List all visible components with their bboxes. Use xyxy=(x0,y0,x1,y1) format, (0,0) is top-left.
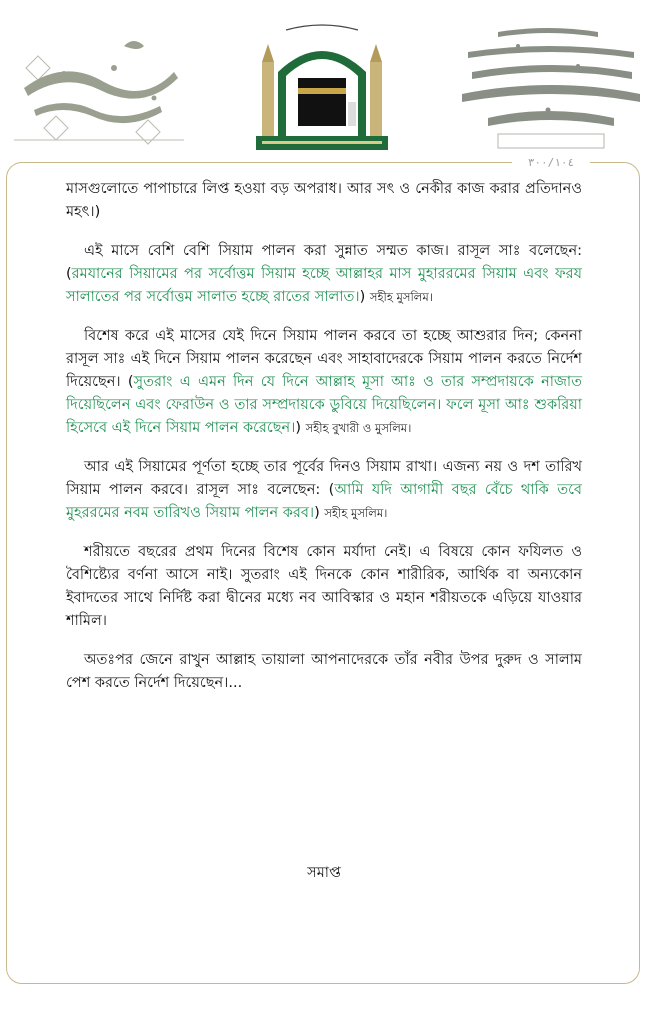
quote-close: ) xyxy=(314,505,325,521)
paragraph-text: অতঃপর জেনে রাখুন আল্লাহ তায়ালা আপনাদেরকে তাঁর নবীর উপর দুরুদ ও সালাম পেশ করতে নির্দেশ দিয়েছেন।... xyxy=(66,652,582,691)
paragraph-2 xyxy=(66,240,582,309)
page-header xyxy=(0,0,648,170)
paragraph-4 xyxy=(66,456,582,525)
paragraph-6 xyxy=(66,649,582,695)
hadith-source: সহীহ মুসলিম। xyxy=(324,506,388,520)
presidency-calligraphy-logo-icon xyxy=(458,22,644,167)
paragraph-text: এই মাসে বেশি বেশি সিয়াম পালন করা সুন্নাত সম্মত কাজ। রাসূল সাঃ বলেছেন: ( xyxy=(66,243,582,282)
kaaba-minarets-emblem-icon xyxy=(252,22,392,152)
reference-number: ٣٠٠/١٠٤ xyxy=(512,152,590,174)
paragraph-1 xyxy=(66,178,582,224)
hadith-quote: সুতরাং এ এমন দিন যে দিনে আল্লাহ মূসা আঃ ও তার সম্প্রদায়কে নাজাত দিয়েছিলেন এবং ফেরাউন ও তার সম্প্রদায়কে ডুবিয়ে দিয়েছিলেন। ফলে মূসা আঃ শুকরিয়া হিসেবে এই দিনে সিয়াম পালন করেছেন। xyxy=(66,374,582,436)
end-mark: সমাপ্ত xyxy=(307,865,341,881)
quote-close: ) xyxy=(295,420,306,436)
paragraph-text: শরীয়তে বছরের প্রথম দিনের বিশেষ কোন মর্যাদা নেই। এ বিষয়ে কোন ফযিলত ও বৈশিষ্ট্যের বর্ণনা আসে নাই। সুতরাং এই দিনকে কোন শারীরিক, আর্থিক বা অন্যকোন ইবাদতের সাথে নির্দিষ্ট করা দ্বীনের মধ্যে নব আবিস্কার ও মহান শরীয়তকে এড়িয়ে যাওয়ার শামিল। xyxy=(66,544,582,629)
hadith-source: সহীহ মুসলিম। xyxy=(369,290,433,304)
paragraph-text: আর এই সিয়ামের পূর্ণতা হচ্ছে তার পূর্বের দিনও সিয়াম রাখা। এজন্য নয় ও দশ তারিখ সিয়াম পালন করবে। রাসূল সাঃ বলেছেন: ( xyxy=(66,459,582,498)
paragraph-5 xyxy=(66,541,582,633)
document-body xyxy=(66,178,582,711)
paragraph-3 xyxy=(66,325,582,440)
hadith-quote: রমযানের সিয়ামের পর সর্বোত্তম সিয়াম হচ্ছে আল্লাহর মাস মুহাররমের সিয়াম এবং ফরয সালাতের পর সর্বোত্তম সালাত হচ্ছে রাতের সালাত। xyxy=(66,266,582,305)
paragraph-text: মাসগুলোতে পাপাচারে লিপ্ত হওয়া বড় অপরাধ। আর সৎ ও নেকীর কাজ করার প্রতিদানও মহৎ।) xyxy=(66,181,582,220)
paragraph-text: বিশেষ করে এই মাসের যেই দিনে সিয়াম পালন করবে তা হচ্ছে আশুরার দিন; কেননা রাসূল সাঃ এই দিনে সিয়াম পালন করেছেন এবং সাহাবাদেরকে সিয়াম পালন করতে নির্দেশ দিয়েছেন। ( xyxy=(66,328,582,390)
hadith-source: সহীহ বুখারী ও মুসলিম। xyxy=(305,421,412,435)
quote-close: ) xyxy=(359,289,370,305)
hadith-quote: আমি যদি আগামী বছর বেঁচে থাকি তবে মুহররমের নবম তারিখও সিয়াম পালন করব। xyxy=(66,482,582,521)
project-calligraphy-logo-icon xyxy=(4,28,194,158)
